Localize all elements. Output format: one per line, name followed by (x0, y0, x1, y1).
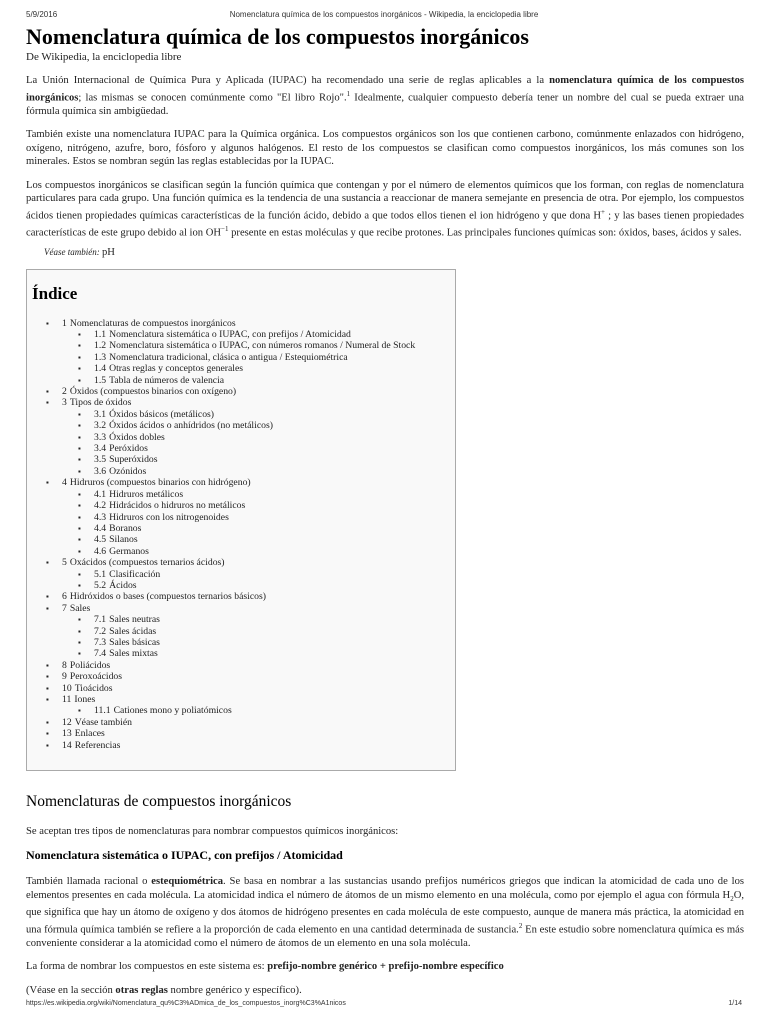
toc-item-label[interactable]: Hidrácidos o hidruros no metálicos (109, 500, 246, 512)
toc-item[interactable] (32, 477, 455, 488)
text-run: . Se basa en nombrar a las sustancias usando prefijos numéricos griegos que indican la atomicidad de cada uno de los elementos presentes en cada molécula. La atomicidad indica el número de átomos de un mismo elemento en una molécula, como por ejemplo el agua con fórmula H (26, 876, 744, 901)
toc-item-label[interactable]: Iones (74, 694, 96, 705)
toc-item-label[interactable]: Germanos (109, 545, 149, 557)
bold-term: prefijo-nombre genérico (267, 961, 378, 973)
toc-item-number: 3 (62, 397, 67, 409)
subscript: 2 (730, 894, 734, 903)
toc-item[interactable] (32, 660, 455, 671)
toc-item[interactable] (32, 614, 455, 625)
toc-item-label[interactable]: Superóxidos (109, 454, 158, 466)
toc-item[interactable] (32, 705, 455, 716)
toc-item-number: 7.2 (94, 625, 107, 637)
toc-item-label[interactable]: Sales (69, 602, 91, 614)
section-heading: Nomenclaturas de compuestos inorgánicos (26, 792, 292, 810)
toc-item-number: 4 (62, 477, 67, 489)
toc-item[interactable] (32, 443, 455, 454)
superscript: −1 (221, 224, 229, 233)
reference-link[interactable]: 2 (518, 921, 523, 930)
toc-item-number: 1.1 (94, 329, 107, 340)
toc-item-label[interactable]: Clasificación (109, 568, 161, 580)
toc-item-label[interactable]: Óxidos dobles (109, 431, 165, 443)
text-run: También llamada racional o (26, 876, 152, 888)
table-of-contents (26, 269, 456, 771)
toc-item-label[interactable]: Sales básicas (109, 636, 160, 648)
toc-item-number: 4.1 (94, 488, 107, 500)
text-run: Idealmente, cualquier compuesto debería tener un nombre del cual se pueda extraer una fórmula química sin ambigüedad. (26, 92, 744, 117)
toc-item-label[interactable]: Sales ácidas (109, 625, 157, 637)
text-run: Los compuestos inorgánicos se clasifican según la función química que contengan y por el número de elementos químicos que los forman, con reglas de nomenclatura particulares para cada grupo. Una función química es la tendencia de una sustancia a reaccionar de manera semejante en presencia de otra. Por ejemplo, los compuestos ácidos tienen propiedades químicas características de la función ácido, debido a que todos ellos tienen el ion hidrógeno y que dona H (26, 179, 744, 222)
toc-item-number: 1.3 (94, 351, 107, 363)
toc-item-number: 12 (62, 716, 72, 728)
toc-item-number: 4.4 (94, 522, 107, 534)
toc-item-label[interactable]: Otras reglas y conceptos generales (109, 363, 244, 375)
toc-item[interactable] (32, 694, 455, 705)
toc-item-number: 7.1 (94, 614, 107, 626)
subsection-heading: Nomenclatura sistemática o IUPAC, con prefijos / Atomicidad (26, 848, 343, 863)
superscript: + (601, 207, 605, 216)
toc-item-label[interactable]: Ácidos (109, 579, 137, 591)
toc-item-number: 4.2 (94, 500, 107, 512)
toc-item[interactable] (32, 386, 455, 397)
see-also-label: Véase también: (44, 246, 100, 257)
toc-item-label[interactable]: Referencias (74, 739, 121, 751)
toc-item[interactable] (32, 603, 455, 614)
bold-term: nomenclatura química de los compuestos inorgánicos (26, 75, 744, 104)
toc-item-label[interactable]: Poliácidos (69, 659, 111, 671)
toc-item-label[interactable]: Hidruros metálicos (109, 488, 184, 500)
toc-item-label[interactable]: Tabla de números de valencia (109, 374, 225, 386)
toc-item-label[interactable]: Sales neutras (109, 614, 160, 626)
toc-item-label[interactable]: Ozónidos (109, 465, 147, 477)
toc-item-number: 8 (62, 659, 67, 671)
toc-item[interactable] (32, 454, 455, 465)
toc-item[interactable] (32, 717, 455, 728)
toc-item[interactable] (32, 512, 455, 523)
toc-item-number: 13 (62, 728, 72, 740)
toc-item[interactable] (32, 569, 455, 580)
print-footer (26, 1000, 742, 1012)
intro-paragraph-2: También existe una nomenclatura IUPAC para la Química orgánica. Los compuestos orgánicos son los que contienen carbono, comúnmente enlazados con hidrógeno, oxígeno, nitrógeno, azufre, boro, fósforo y algunos halógenos. El resto de los compuestos se clasifican como compuestos inorgánicos, los más comunes son los minerales. Estos se nombran según las reglas establecidas por la IUPAC. (26, 129, 744, 168)
toc-item-label[interactable]: Enlaces (74, 728, 105, 740)
toc-item-label[interactable]: Hidruros con los nitrogenoides (109, 511, 229, 523)
page-url: https://es.wikipedia.org/wiki/Nomenclatura_qu%C3%ADmica_de_los_compuestos_inorg%C3%A1nicos (26, 1000, 346, 1007)
toc-item[interactable] (32, 637, 455, 648)
toc-item[interactable] (32, 740, 455, 751)
toc-item[interactable] (32, 340, 455, 351)
toc-item-number: 9 (62, 671, 67, 683)
text-run: (Véase en la sección (26, 984, 116, 996)
toc-item[interactable] (32, 420, 455, 431)
text-run: presente en estas moléculas y que recibe protones. Las principales funciones químicas son: óxidos, bases, ácidos y sales. (228, 227, 742, 239)
toc-item-label[interactable]: Tioácidos (74, 682, 113, 694)
toc-item-label[interactable]: Hidruros (compuestos binarios con hidrógeno) (69, 477, 251, 489)
toc-item[interactable] (32, 683, 455, 694)
toc-item[interactable] (32, 397, 455, 408)
text-run: O, que significa que hay un átomo de oxígeno y dos átomos de hidrógeno presentes en cada molécula de este compuesto, aunque de manera más práctica, la atomicidad en una fórmula química también se refiere a la proporción de cada elemento en una cantidad determinada de sustancia. (26, 889, 744, 936)
print-doc-title: Nomenclatura química de los compuestos inorgánicos - Wikipedia, la enciclopedia libre (229, 10, 539, 19)
toc-item-label[interactable]: Sales mixtas (109, 648, 158, 660)
toc-item-label[interactable]: Cationes mono y poliatómicos (113, 705, 232, 717)
section-paragraph-3 (26, 984, 744, 998)
toc-item[interactable] (32, 546, 455, 557)
see-also-link[interactable]: pH (101, 246, 115, 258)
page-subtitle: De Wikipedia, la enciclopedia libre (26, 51, 182, 63)
toc-item-label[interactable]: Oxácidos (compuestos ternarios ácidos) (69, 557, 225, 569)
toc-item-number: 1.2 (94, 340, 107, 352)
toc-item[interactable] (32, 671, 455, 682)
text-run: ; las mismas se conocen comúnmente como "El libro Rojo". (78, 92, 347, 104)
toc-item-label[interactable]: Peroxoácidos (69, 671, 123, 683)
toc-item-number: 7.4 (94, 648, 107, 660)
intro-paragraph-3 (26, 179, 744, 240)
toc-list (32, 318, 455, 751)
toc-item-number: 6 (62, 591, 67, 603)
toc-item-number: 5 (62, 557, 67, 569)
print-header (26, 10, 742, 22)
toc-item-number: 2 (62, 386, 67, 398)
toc-item[interactable] (32, 489, 455, 500)
toc-item[interactable] (32, 352, 455, 363)
toc-item-number: 3.4 (94, 443, 107, 455)
section-paragraph-1 (26, 875, 744, 950)
section-paragraph-2 (26, 960, 744, 974)
toc-item-label[interactable]: Nomenclaturas de compuestos inorgánicos (69, 317, 236, 329)
toc-item-number: 5.2 (94, 579, 107, 591)
toc-item-number: 4.6 (94, 545, 107, 557)
toc-item[interactable] (32, 534, 455, 545)
toc-item-number: 4.3 (94, 511, 107, 523)
toc-item-number: 3.3 (94, 431, 107, 443)
toc-item-label[interactable]: Óxidos ácidos o anhídridos (no metálicos) (109, 420, 273, 432)
toc-item[interactable] (32, 580, 455, 591)
see-also-note (44, 246, 744, 259)
toc-item[interactable] (32, 523, 455, 534)
toc-item[interactable] (32, 329, 455, 340)
bold-term: estequiométrica (151, 876, 224, 888)
toc-item-number: 14 (62, 739, 72, 751)
toc-item-number: 11 (62, 694, 72, 705)
section-intro: Se aceptan tres tipos de nomenclaturas para nombrar compuestos químicos inorgánicos: (26, 825, 399, 837)
toc-item-label[interactable]: Nomenclatura tradicional, clásica o antigua / Estequiométrica (109, 351, 348, 363)
toc-item[interactable] (32, 648, 455, 659)
toc-item[interactable] (32, 500, 455, 511)
toc-item-label[interactable]: Peróxidos (109, 443, 148, 455)
toc-item-label[interactable]: Óxidos (compuestos binarios con oxígeno) (69, 386, 237, 398)
text-run: nombre genérico y específico). (167, 984, 302, 996)
toc-item[interactable] (32, 557, 455, 568)
text-run: La forma de nombrar los compuestos en este sistema es: (26, 961, 268, 973)
toc-title: Índice (32, 283, 78, 303)
page-number: 1/14 (728, 1000, 742, 1007)
toc-item-label[interactable]: Boranos (109, 522, 142, 534)
toc-item-label[interactable]: Silanos (109, 534, 138, 546)
toc-item[interactable] (32, 591, 455, 602)
toc-item-number: 10 (62, 682, 72, 694)
print-date: 5/9/2016 (26, 10, 58, 19)
toc-item-number: 1.5 (94, 374, 107, 386)
article-content (26, 24, 744, 1007)
text-run: ; y las bases tienen propiedades características de este grupo debido al ion OH (26, 210, 745, 239)
reference-link[interactable]: 1 (346, 89, 351, 98)
toc-item[interactable] (32, 626, 455, 637)
toc-item[interactable] (32, 375, 455, 386)
toc-item-number: 5.1 (94, 568, 107, 580)
bold-term: + (377, 961, 389, 973)
toc-item-number: 4.5 (94, 534, 107, 546)
bold-term: prefijo-nombre específico (388, 961, 504, 973)
toc-item[interactable] (32, 466, 455, 477)
toc-item-number: 7 (62, 602, 67, 614)
text-run: La Unión Internacional de Química Pura y Aplicada (IUPAC) ha recomendado una serie de reglas aplicables a la (26, 75, 550, 86)
toc-item[interactable] (32, 363, 455, 374)
toc-item-number: 1 (62, 317, 67, 329)
toc-item[interactable] (32, 432, 455, 443)
toc-item-number: 7.3 (94, 636, 107, 648)
toc-item-number: 1.4 (94, 363, 107, 375)
toc-item-label[interactable]: Nomenclatura sistemática o IUPAC, con números romanos / Numeral de Stock (109, 340, 416, 352)
toc-item-label[interactable]: Óxidos básicos (metálicos) (109, 408, 215, 420)
toc-item-number: 3.5 (94, 454, 107, 466)
toc-item[interactable] (32, 409, 455, 420)
intro-paragraph-1 (26, 74, 744, 118)
toc-item-label[interactable]: Véase también (74, 716, 132, 728)
text-run: En este estudio sobre nomenclatura química es más conveniente considerar a la atomicidad como el número de átomos de un elemento en una sola molécula. (26, 924, 744, 949)
toc-item-number: 3.1 (94, 408, 107, 420)
toc-item-label[interactable]: Tipos de óxidos (69, 397, 132, 409)
toc-item[interactable] (32, 728, 455, 739)
toc-item-label[interactable]: Hidróxidos o bases (compuestos ternarios básicos) (69, 591, 266, 603)
toc-item-label[interactable]: Nomenclatura sistemática o IUPAC, con prefijos / Atomicidad (109, 329, 351, 340)
toc-item-number: 3.2 (94, 420, 107, 432)
toc-item-number: 3.6 (94, 465, 107, 477)
page-title: Nomenclatura química de los compuestos inorgánicos (26, 24, 529, 49)
toc-item[interactable] (32, 318, 455, 329)
toc-item-number: 11.1 (94, 705, 111, 717)
bold-term[interactable]: otras reglas (115, 984, 168, 996)
